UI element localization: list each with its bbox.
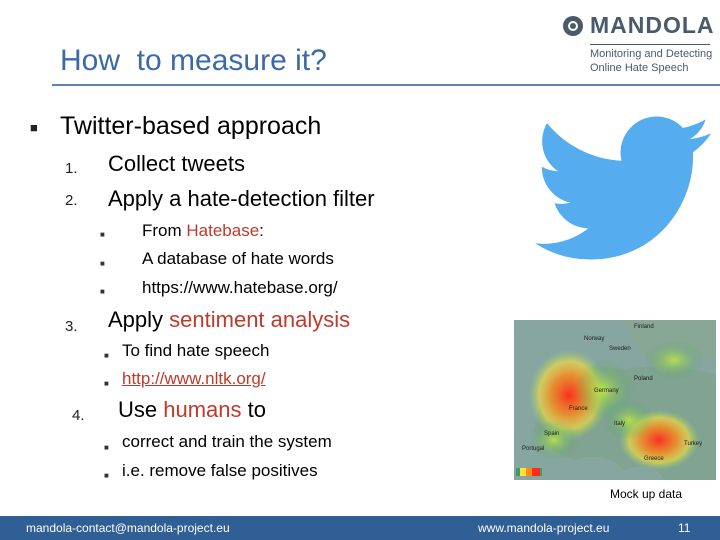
- bullet-square-icon: ■: [100, 259, 105, 268]
- human-item: correct and train the system: [122, 432, 332, 451]
- step-text: Collect tweets: [108, 151, 245, 176]
- map-label: Germany: [594, 388, 619, 394]
- step-text-part: Use: [118, 397, 164, 422]
- bullet-square-icon: ■: [104, 379, 109, 388]
- hatebase-url: https://www.hatebase.org/: [142, 278, 338, 297]
- hate-heatmap-europe: [514, 320, 716, 480]
- bullet-square-icon: ■: [100, 287, 105, 296]
- title-divider: [52, 84, 720, 86]
- mandola-logo: [562, 12, 715, 80]
- map-label: Finland: [634, 324, 654, 330]
- step-highlight: sentiment analysis: [169, 307, 351, 332]
- step-text: [118, 397, 266, 423]
- map-label: Italy: [614, 421, 626, 427]
- footer-email[interactable]: mandola-contact@mandola-project.eu: [26, 521, 230, 535]
- logo-divider: [590, 44, 710, 45]
- map-label: Sweden: [609, 346, 631, 352]
- hatebase-prefix: From: [142, 221, 187, 240]
- bullet-square-icon: ■: [104, 443, 109, 452]
- twitter-bird-icon: [528, 100, 718, 276]
- map-caption: Mock up data: [610, 487, 683, 501]
- bullet-square-icon: ■: [104, 351, 109, 360]
- footer-website[interactable]: www.mandola-project.eu: [478, 521, 610, 535]
- mandola-logo-icon: [562, 15, 584, 37]
- map-label: Poland: [634, 376, 653, 382]
- hatebase-line: [142, 221, 264, 241]
- bullet-square-icon: ■: [104, 471, 109, 480]
- bullet-square-icon: ■: [100, 230, 105, 239]
- step-number: 2.: [65, 192, 78, 209]
- hatebase-suffix: :: [259, 221, 264, 240]
- step-text-part: to: [241, 397, 266, 422]
- logo-tagline-1: Monitoring and Detecting: [590, 48, 713, 60]
- slide-title: How to measure it?: [60, 44, 327, 77]
- map-label: Norway: [584, 336, 605, 342]
- page-number: 11: [678, 521, 691, 535]
- map-label: Greece: [644, 456, 664, 462]
- hatebase-description: A database of hate words: [142, 249, 334, 268]
- step-text: [108, 307, 350, 333]
- step-number: 4.: [72, 407, 85, 424]
- sentiment-item: To find hate speech: [122, 341, 270, 360]
- map-label: Portugal: [522, 446, 545, 452]
- step-text: Apply a hate-detection filter: [108, 186, 375, 211]
- step-number: 3.: [65, 318, 78, 335]
- logo-name: MANDOLA: [590, 12, 715, 38]
- step-number: 1.: [65, 160, 78, 177]
- logo-tagline-2: Online Hate Speech: [590, 62, 689, 74]
- step-highlight: humans: [163, 397, 242, 422]
- hatebase-link[interactable]: Hatebase: [186, 221, 260, 240]
- bullet-square-icon: ■: [30, 120, 38, 135]
- step-text-part: Apply: [108, 307, 170, 332]
- nltk-link[interactable]: http://www.nltk.org/: [122, 369, 266, 388]
- approach-heading: Twitter-based approach: [60, 112, 322, 140]
- human-item: i.e. remove false positives: [122, 461, 318, 480]
- map-label: Spain: [544, 431, 560, 437]
- map-label: France: [569, 406, 588, 412]
- map-label: Turkey: [684, 441, 703, 447]
